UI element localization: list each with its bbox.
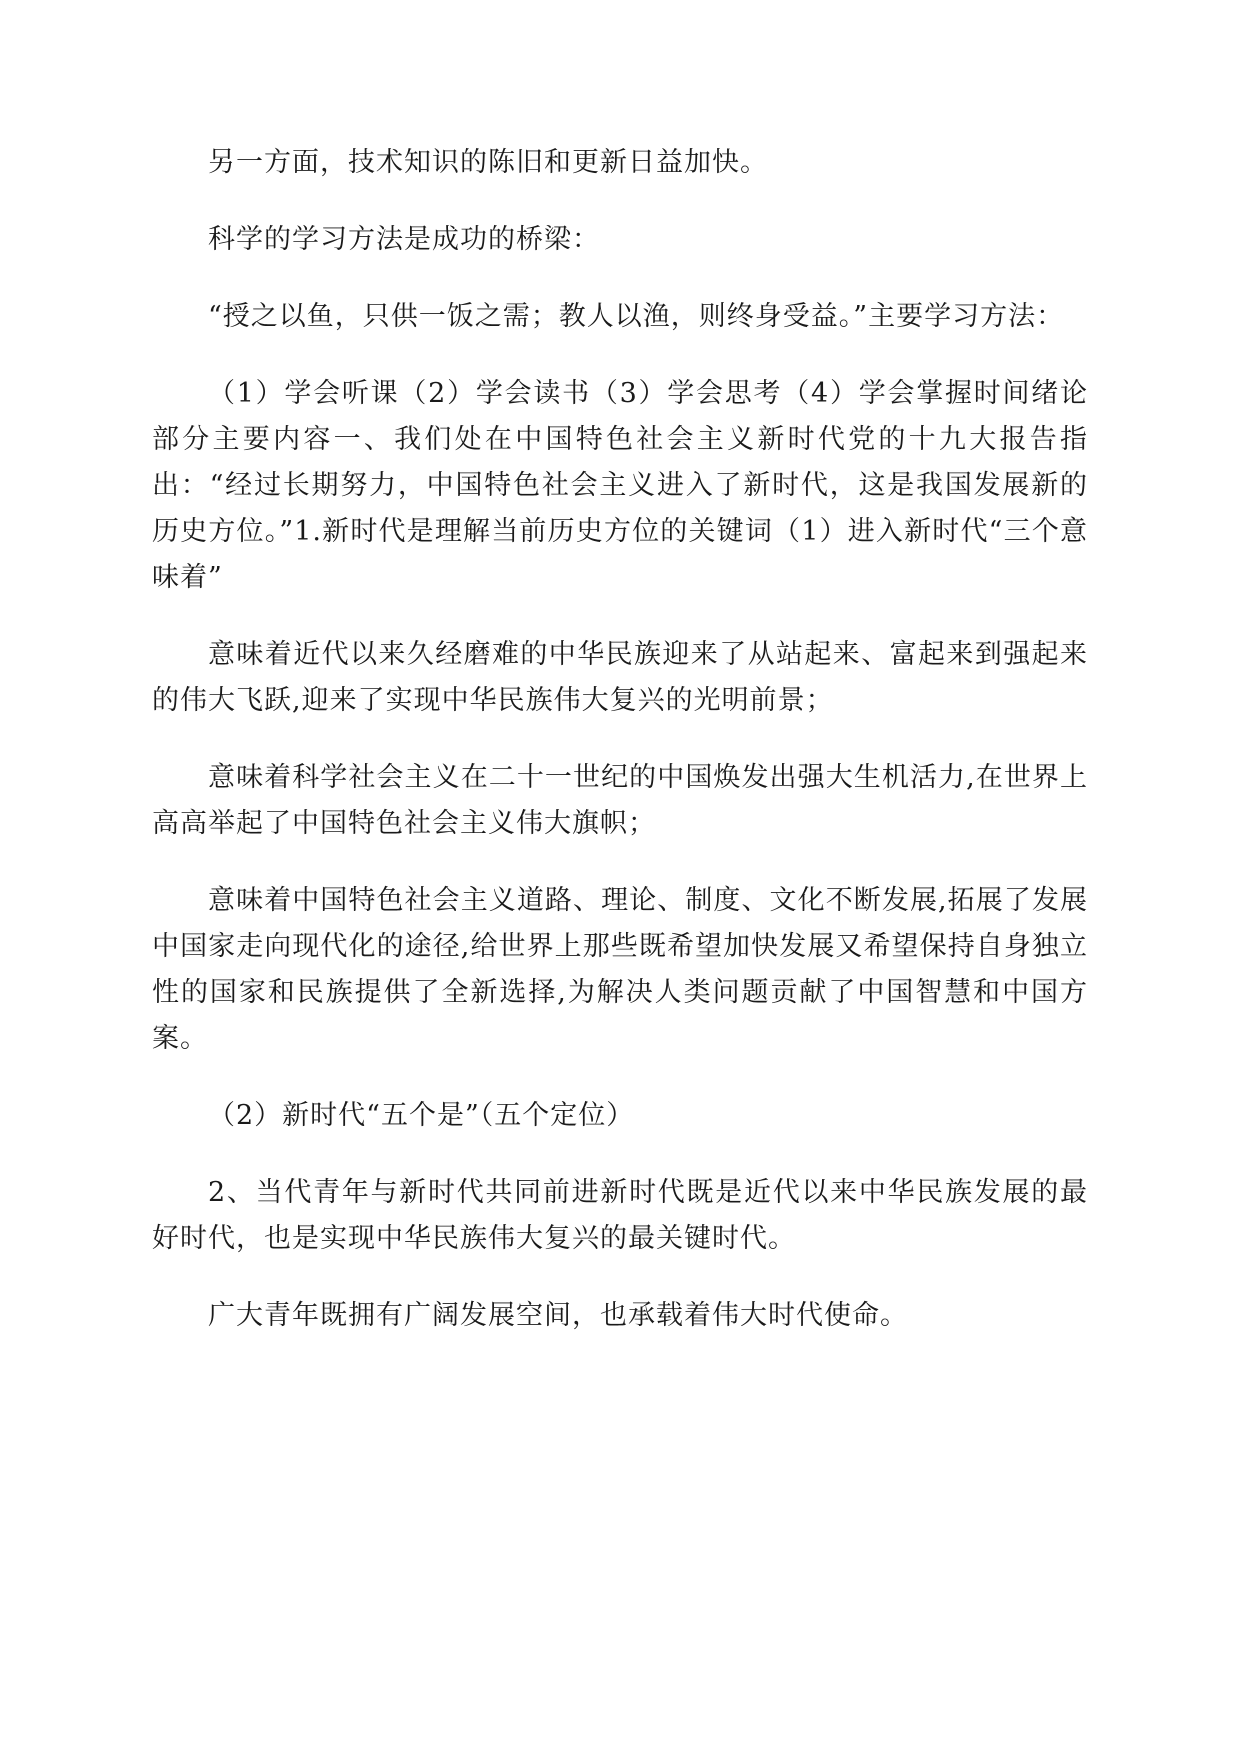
paragraph-3: “授之以鱼，只供一饭之需；教人以渔，则终身受益。”主要学习方法： [208, 301, 1065, 332]
paragraph-8: （2）新时代“五个是”（五个定位） [208, 1100, 635, 1131]
paragraph-2: 科学的学习方法是成功的桥梁： [208, 224, 600, 255]
paragraph-4: （1）学会听课（2）学会读书（3）学会思考（4）学会掌握时间绪论部分主要内容一、我们处在中国特色社会主义新时代党的十九大报告指出：“经过长期努力，中国特色社会主义进入了新时代，这是我国发展新的历史方位。”1.新时代是理解当前历史方位的关键词（1）进入新时代“三个意味着” [152, 378, 1088, 593]
document-body [152, 140, 1088, 1370]
paragraph-5: 意味着近代以来久经磨难的中华民族迎来了从站起来、富起来到强起来的伟大飞跃,迎来了实现中华民族伟大复兴的光明前景； [152, 639, 1088, 716]
paragraph-6: 意味着科学社会主义在二十一世纪的中国焕发出强大生机活力,在世界上高高举起了中国特色社会主义伟大旗帜； [152, 762, 1088, 839]
paragraph-9: 2、当代青年与新时代共同前进新时代既是近代以来中华民族发展的最好时代，也是实现中华民族伟大复兴的最关键时代。 [152, 1177, 1088, 1254]
paragraph-1: 另一方面，技术知识的陈旧和更新日益加快。 [208, 147, 768, 178]
paragraph-10: 广大青年既拥有广阔发展空间，也承载着伟大时代使命。 [208, 1300, 908, 1331]
paragraph-7: 意味着中国特色社会主义道路、理论、制度、文化不断发展,拓展了发展中国家走向现代化的途径,给世界上那些既希望加快发展又希望保持自身独立性的国家和民族提供了全新选择,为解决人类问题贡献了中国智慧和中国方案。 [152, 885, 1088, 1054]
